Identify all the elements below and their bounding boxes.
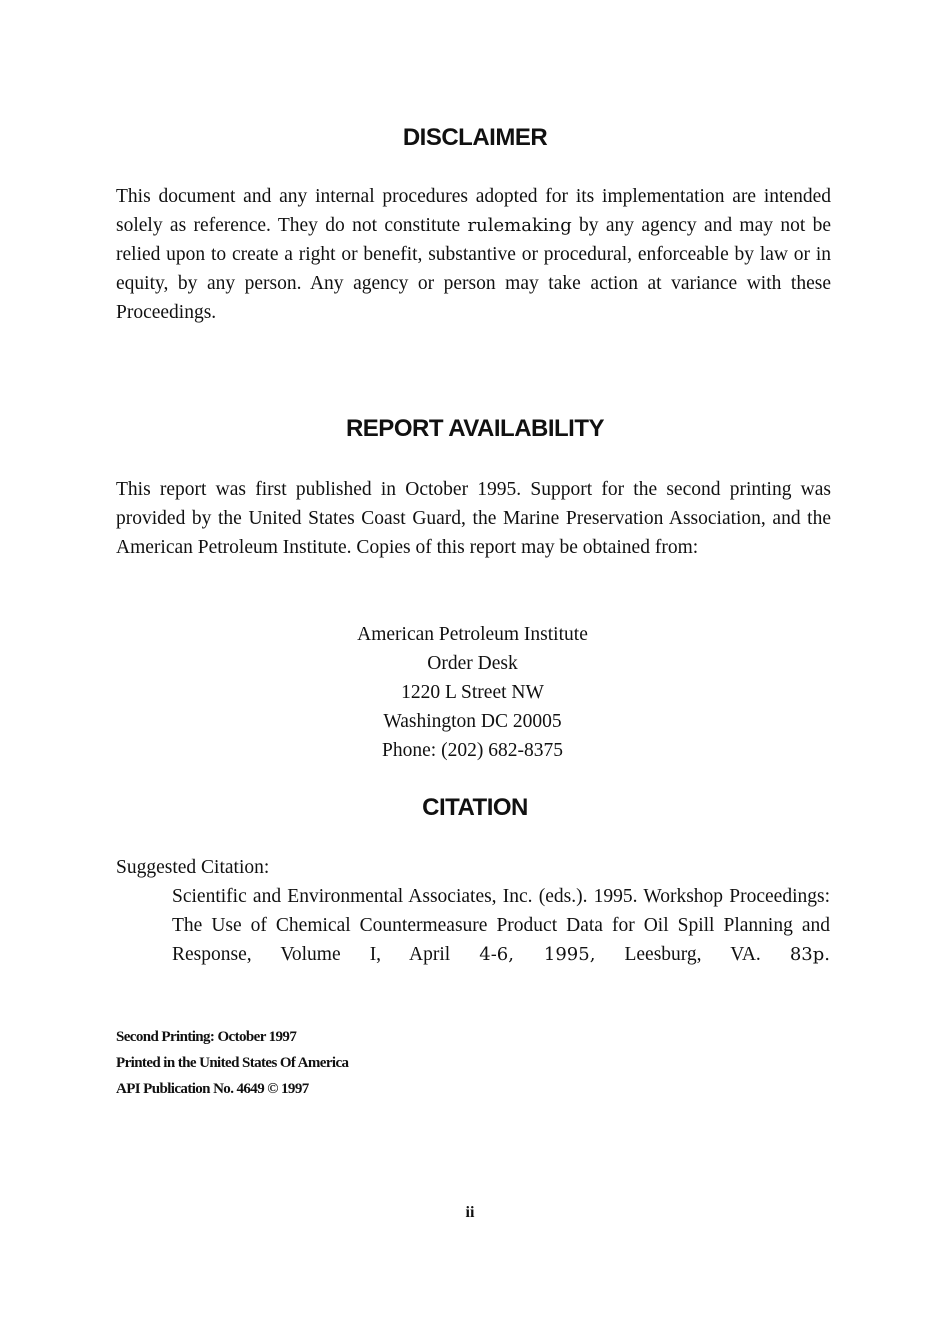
citation-pages: 83p.	[789, 944, 831, 965]
citation-label: Suggested Citation:	[116, 857, 270, 878]
citation-text-start: Scientific and Environmental Associates, Inc. (eds.). 1995. Workshop Proceedings: The Use of Chemical Countermeasure Product Data for Oil Spill Planning and Response, Volume I, April	[172, 886, 830, 965]
address-city: Washington DC 20005	[383, 711, 562, 732]
disclaimer-heading: DISCLAIMER	[402, 124, 548, 151]
report-availability-heading: REPORT AVAILABILITY	[345, 415, 605, 442]
disclaimer-text-start: This document and any internal procedures adopted for its implementation are intended solely as reference. They do not constitute	[116, 186, 831, 236]
citation-text	[172, 882, 830, 969]
disclaimer-text-end: by any agency and may not be relied upon to create a right or benefit, substantive or procedural, enforceable by law or in equity, by any person. Any agency or person may take action at variance with these Proceedings.	[116, 215, 832, 323]
api-address-block	[0, 620, 945, 765]
address-organization: American Petroleum Institute	[357, 624, 588, 645]
address-department: Order Desk	[427, 653, 518, 674]
citation-dates: 4-6, 1995,	[479, 944, 596, 965]
second-printing-line: Second Printing: October 1997	[116, 1029, 297, 1045]
citation-location: Leesburg, VA.	[595, 944, 790, 965]
publication-number-line: API Publication No. 4649 © 1997	[116, 1081, 309, 1097]
report-availability-paragraph: This report was first published in October 1995. Support for the second printing was provided by the United States Coast Guard, the Marine Preservation Association, and the American Petroleum Institute. Copies of this report may be obtained from:	[116, 479, 831, 558]
printing-info	[116, 1024, 348, 1102]
printed-in-line: Printed in the United States Of America	[116, 1055, 349, 1071]
page-number: ii	[465, 1204, 475, 1221]
disclaimer-paragraph	[116, 182, 831, 327]
address-street: 1220 L Street NW	[401, 682, 544, 703]
citation-heading: CITATION	[422, 794, 528, 821]
rulemaking-term: rulemaking	[467, 215, 572, 236]
address-phone: Phone: (202) 682-8375	[382, 740, 563, 761]
